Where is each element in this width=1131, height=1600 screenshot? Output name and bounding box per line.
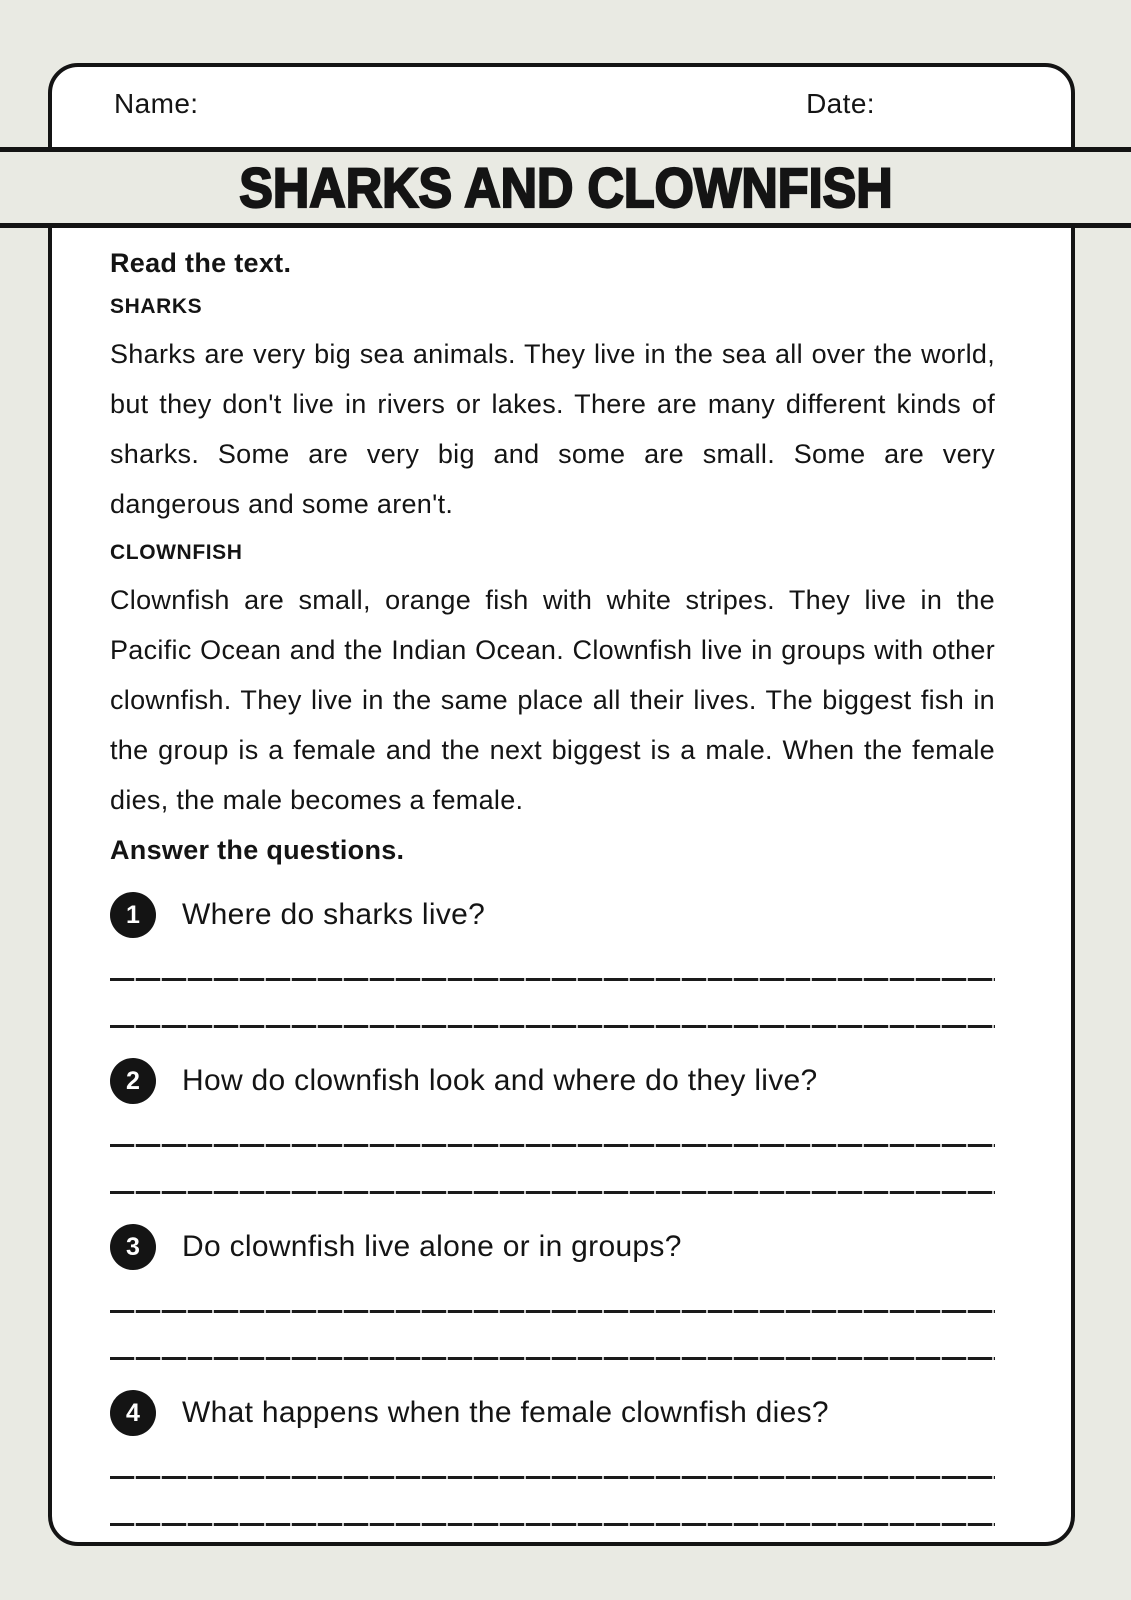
question-row [110,1390,995,1436]
answer-line[interactable] [110,1151,995,1198]
question-text: Where do sharks live? [182,898,486,931]
answer-line[interactable] [110,1483,995,1530]
question-text: Do clownfish live alone or in groups? [182,1230,682,1263]
answer-line[interactable] [110,985,995,1032]
question-text: What happens when the female clownfish dies? [182,1396,829,1429]
question-number-badge [110,1224,156,1270]
question-number-badge [110,1058,156,1104]
date-label: Date: [806,88,875,119]
question-block-2 [110,1058,995,1198]
question-block-4 [110,1390,995,1530]
section-heading-clownfish: CLOWNFISH [110,541,243,564]
question-text: How do clownfish look and where do they live? [182,1064,818,1097]
question-row [110,892,995,938]
question-row [110,1058,995,1104]
question-number: 3 [126,1232,140,1261]
worksheet-body [48,180,1075,1546]
answer-instruction: Answer the questions. [110,835,405,865]
answer-line[interactable] [110,938,995,985]
passage-sharks: Sharks are very big sea animals. They live in the sea all over the world, but they don't live in rivers or lakes. There are many different kinds of sharks. Some are very big and some are small. Some are very dangerous and some aren't. [110,339,995,519]
question-row [110,1224,995,1270]
read-instruction: Read the text. [110,248,292,278]
name-label: Name: [114,88,199,119]
question-number-badge [110,1390,156,1436]
name-input[interactable] [52,88,806,120]
question-number: 1 [126,900,140,929]
answer-line[interactable] [110,1436,995,1483]
date-input[interactable] [806,88,1071,120]
page-title: SHARKS AND CLOWNFISH [238,156,893,219]
question-block-1 [110,892,995,1032]
question-block-3 [110,1224,995,1364]
answer-line[interactable] [110,1317,995,1364]
question-number: 2 [126,1066,140,1095]
title-band [0,147,1131,228]
answer-line[interactable] [110,1270,995,1317]
question-number: 4 [126,1398,140,1427]
question-number-badge [110,892,156,938]
answer-line[interactable] [110,1104,995,1151]
passage-clownfish: Clownfish are small, orange fish with white stripes. They live in the Pacific Ocean and the Indian Ocean. Clownfish live in groups with other clownfish. They live in the same place all their lives. The biggest fish in the group is a female and the next biggest is a male. When the female dies, the male becomes a female. [110,585,995,815]
section-heading-sharks: SHARKS [110,295,203,318]
